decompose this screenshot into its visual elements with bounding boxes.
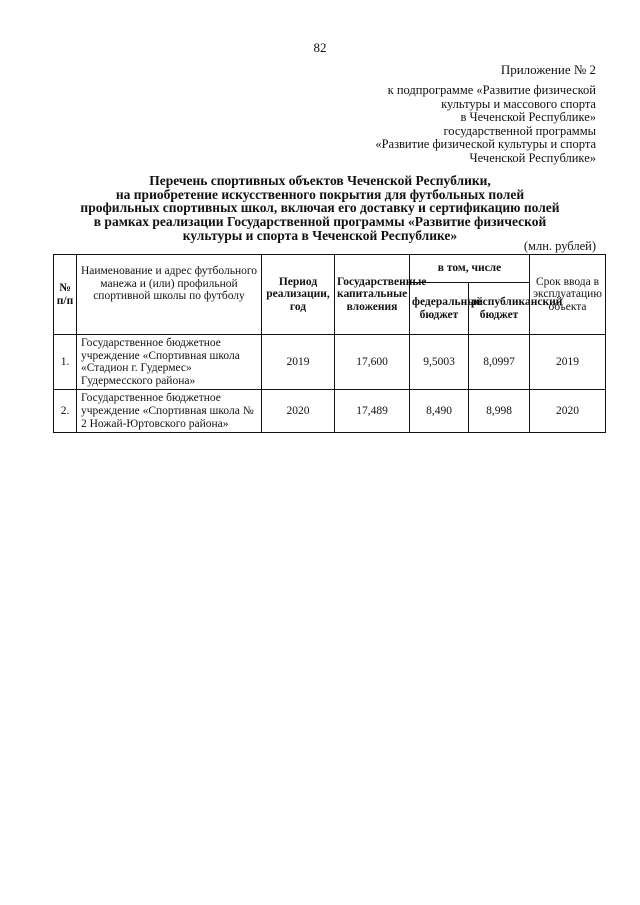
cell-investment: 17,489 [335,390,410,433]
unit-note: (млн. рублей) [523,239,596,253]
cell-investment: 17,600 [335,335,410,390]
table-row [54,390,606,433]
appendix-line: «Развитие физической культуры и спорта [375,137,596,152]
table-row [54,335,606,390]
header-investment: Государственные капитальные вложения [335,255,410,335]
appendix-line: в Чеченской Республике» [460,110,596,125]
table-header-row [54,255,606,283]
header-including: в том, числе [410,255,530,283]
cell-num: 1. [54,335,77,390]
cell-deadline: 2020 [530,390,606,433]
header-deadline: Срок ввода в эксплуатацию объекта [530,255,606,335]
header-num: № п/п [54,255,77,335]
objects-table [53,254,606,433]
cell-name: Государственное бюджетное учреждение «Спортивная школа «Стадион г. Гудермес» Гудермесского района» [77,335,262,390]
header-name: Наименование и адрес футбольного манежа и (или) профильной спортивной школы по футболу [77,255,262,335]
cell-republic: 8,0997 [469,335,530,390]
title-line: культуры и спорта в Чеченской Республике» [182,227,458,243]
cell-num: 2. [54,390,77,433]
cell-deadline: 2019 [530,335,606,390]
cell-federal: 8,490 [410,390,469,433]
cell-federal: 9,5003 [410,335,469,390]
header-republic: республиканский бюджет [469,283,530,335]
header-federal: федеральный бюджет [410,283,469,335]
cell-period: 2020 [262,390,335,433]
title-line: профильных спортивных школ, включая его доставку и сертификацию полей [80,200,560,216]
document-title [44,174,596,243]
cell-republic: 8,998 [469,390,530,433]
page-number: 82 [313,40,327,55]
appendix-line: культуры и массового спорта [441,96,596,111]
cell-name: Государственное бюджетное учреждение «Спортивная школа № 2 Ножай-Юртовского района» [77,390,262,433]
appendix-line: к подпрограмме «Развитие физической [387,83,596,97]
appendix-line: государственной программы [443,123,596,138]
appendix-title: Приложение № 2 [500,62,596,77]
title-line: на приобретение искусственного покрытия для футбольных полей [115,186,525,202]
cell-period: 2019 [262,335,335,390]
header-period: Период реализации, год [262,255,335,335]
title-line: в рамках реализации Государственной программы «Развитие физической [93,214,547,230]
appendix-line: Чеченской Республике» [469,150,596,165]
title-line: Перечень спортивных объектов Чеченской Республики, [149,173,491,188]
appendix-subtitle [375,84,596,166]
